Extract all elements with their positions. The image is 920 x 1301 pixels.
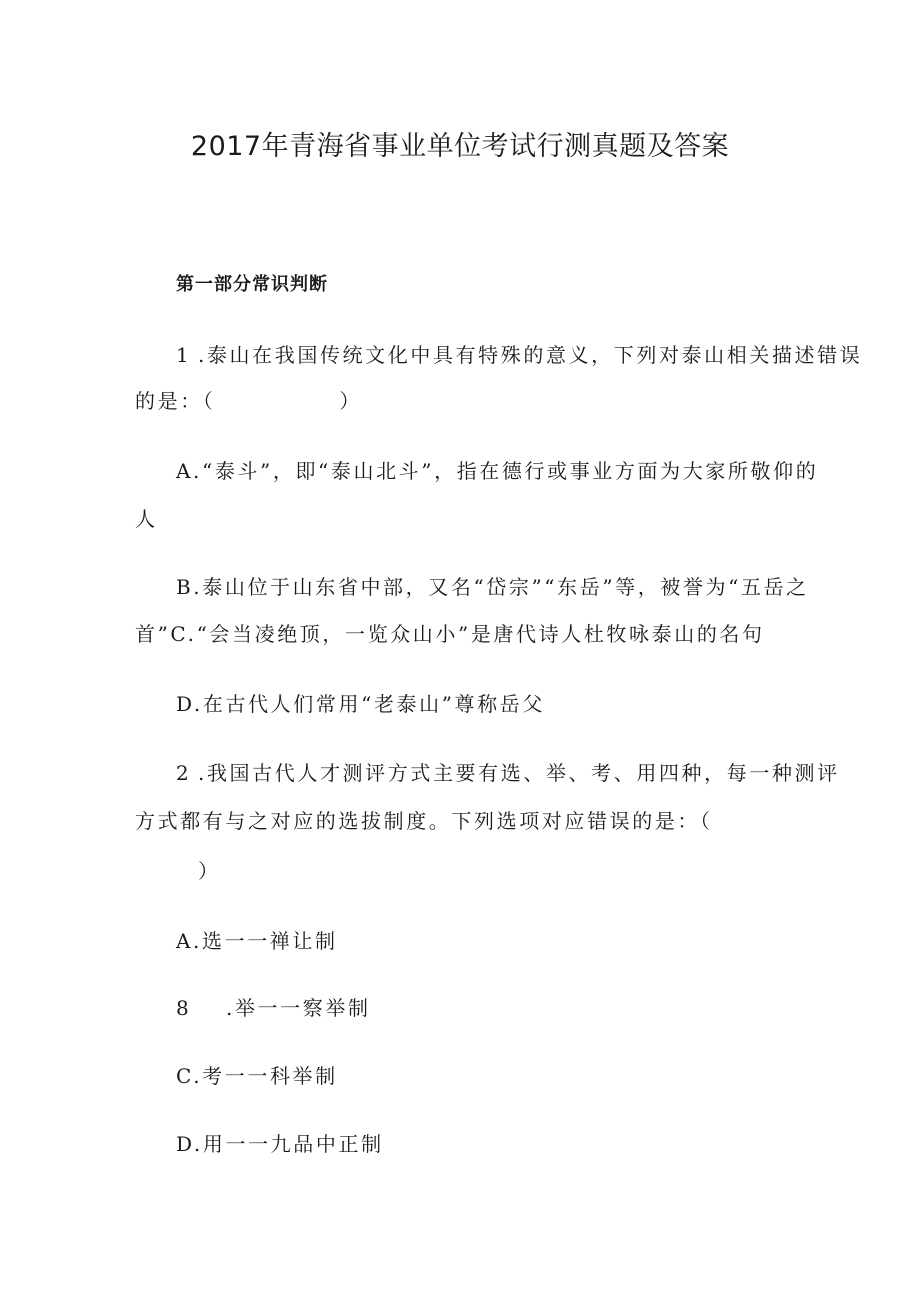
question-1-stem-line1 [176,339,862,368]
question-2-option-a: A.选一一禅让制 [176,929,338,953]
question-2-option-c: C.考一一科举制 [176,1064,338,1088]
question-2-stem-text: .我国古代人才测评方式主要有选、举、考、用四种，每一种测评 [198,761,840,785]
question-1-option-d: D.在古代人们常用“老泰山”尊称岳父 [176,692,545,716]
question-1-stem-end: ） [339,389,363,413]
question-2-option-b-number: 8 [176,996,192,1020]
question-1-option-a-line1: A.“泰斗”，即“泰山北斗”，指在德行或事业方面为大家所敬仰的 [176,459,819,483]
question-2-stem-line2: 方式都有与之对应的选拔制度。下列选项对应错误的是：（ [135,809,713,833]
question-1-stem-line2 [135,385,362,414]
question-1-option-a-line2: 人 [135,507,158,531]
question-2-number: 2 [176,761,192,785]
question-2-option-d: D.用一一九品中正制 [176,1132,384,1156]
question-1-option-b-line1: B.泰山位于山东省中部，又名“岱宗”“东岳”等，被誉为“五岳之 [176,575,809,599]
document-title: 2017年青海省事业单位考试行测真题及答案 [190,131,730,162]
question-1-stem-text: .泰山在我国传统文化中具有特殊的意义，下列对泰山相关描述错误 [198,343,863,367]
question-2-stem-line3: ） [198,859,221,883]
section-heading: 第一部分常识判断 [176,274,328,295]
question-1-stem-start: 的是：（ [135,389,216,413]
question-1-number: 1 [176,343,192,367]
question-2-option-b-text: .举一一察举制 [226,996,371,1020]
question-1-option-b-line2: 首”C.“会当凌绝顶，一览众山小”是唐代诗人杜牧咏泰山的名句 [135,622,765,646]
question-2-option-b [176,992,371,1021]
question-2-stem-line1 [176,757,840,786]
